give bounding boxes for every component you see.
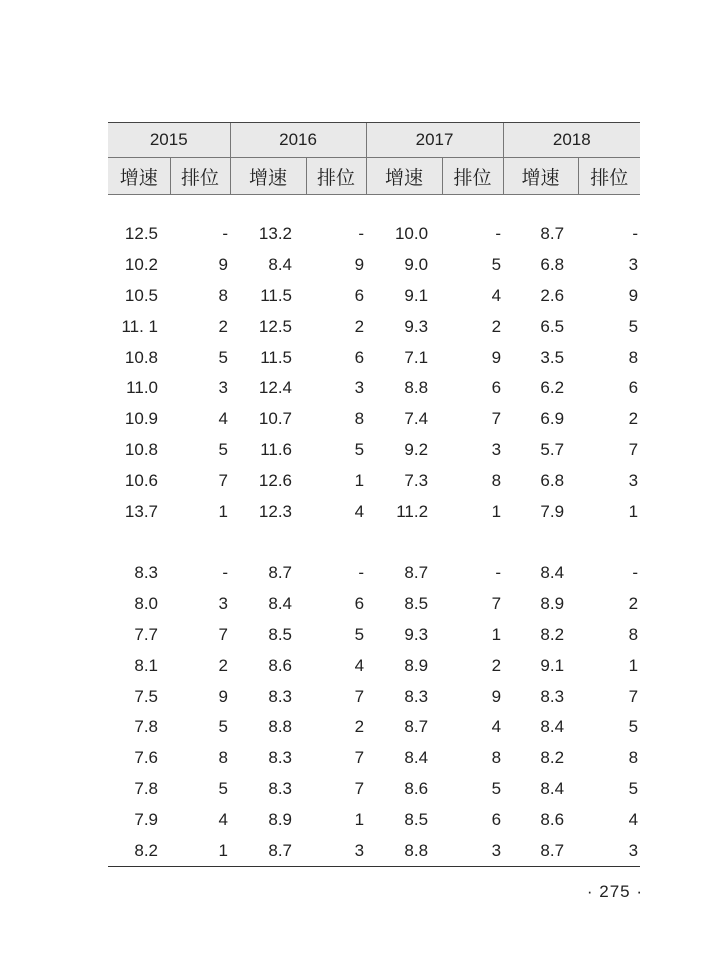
growth-cell: 8.6 <box>404 778 429 798</box>
growth-cell: 8.7 <box>230 835 306 866</box>
rank-cell: 2 <box>354 717 365 737</box>
growth-cell: 6.2 <box>540 378 565 398</box>
rank-cell: 7 <box>628 686 639 706</box>
growth-cell: 8.9 <box>540 594 565 614</box>
rank-cell: 5 <box>218 439 229 459</box>
rank-cell: 5 <box>354 624 365 644</box>
rank-cell: - <box>632 563 639 583</box>
rank-cell: 7 <box>491 409 502 429</box>
data-table <box>108 122 640 867</box>
rank-cell: 5 <box>218 717 229 737</box>
table-row <box>108 589 640 620</box>
rank-cell: 3 <box>442 835 503 866</box>
rank-cell: 1 <box>354 809 365 829</box>
rank-cell: 5 <box>628 316 639 336</box>
rank-cell: 2 <box>628 594 639 614</box>
rank-cell: 5 <box>628 778 639 798</box>
growth-cell: 9.3 <box>404 624 429 644</box>
growth-cell: 11. 1 <box>121 316 158 336</box>
growth-cell: 7.6 <box>134 748 158 768</box>
rank-cell: 1 <box>354 470 365 490</box>
growth-cell: 8.1 <box>134 655 158 675</box>
spacer-cell <box>108 195 640 220</box>
year-header-2018: 2018 <box>503 123 640 158</box>
growth-cell: 8.2 <box>108 835 170 866</box>
growth-cell: 7.4 <box>404 409 429 429</box>
rank-cell: 9 <box>354 255 365 275</box>
rank-header: 排位 <box>442 158 503 195</box>
table-row <box>108 774 640 805</box>
growth-cell: 7.9 <box>540 501 565 521</box>
table-row <box>108 496 640 527</box>
rank-cell: 4 <box>354 501 365 521</box>
growth-cell: 7.3 <box>404 470 429 490</box>
growth-cell: 5.7 <box>540 439 565 459</box>
table-header <box>108 123 640 195</box>
rank-cell: 3 <box>628 255 639 275</box>
year-header-2015: 2015 <box>108 123 230 158</box>
rank-cell: 7 <box>354 778 365 798</box>
growth-cell: 3.5 <box>540 347 565 367</box>
rank-cell: 4 <box>628 809 639 829</box>
rank-cell: 6 <box>354 285 365 305</box>
rank-cell: 3 <box>218 594 229 614</box>
growth-cell: 10.6 <box>124 470 158 490</box>
growth-cell: 6.5 <box>540 316 565 336</box>
growth-cell: 8.4 <box>268 594 293 614</box>
growth-cell: 12.3 <box>258 501 293 521</box>
growth-cell: 7.7 <box>134 624 158 644</box>
growth-cell: 8.8 <box>366 835 442 866</box>
growth-cell: 9.1 <box>540 655 565 675</box>
growth-cell: 12.6 <box>258 470 293 490</box>
table-row <box>108 250 640 281</box>
group-spacer <box>108 527 640 558</box>
table-row <box>108 435 640 466</box>
rank-cell: 6 <box>491 809 502 829</box>
rank-cell: 7 <box>218 470 229 490</box>
rank-cell: 7 <box>491 594 502 614</box>
rank-cell: - <box>222 224 229 244</box>
growth-cell: 8.8 <box>268 717 293 737</box>
rank-cell: 3 <box>306 835 366 866</box>
table-body <box>108 195 640 867</box>
rank-cell: 9 <box>218 686 229 706</box>
growth-cell: 13.2 <box>258 224 293 244</box>
growth-cell: 8.4 <box>540 778 565 798</box>
growth-cell: 10.8 <box>124 347 158 367</box>
rank-cell: 3 <box>491 439 502 459</box>
growth-cell: 8.4 <box>404 748 429 768</box>
growth-cell: 8.3 <box>134 563 158 583</box>
rank-cell: 7 <box>628 439 639 459</box>
table-row <box>108 804 640 835</box>
growth-cell: 8.3 <box>268 778 293 798</box>
growth-cell: 8.7 <box>503 835 578 866</box>
table-row <box>108 311 640 342</box>
rank-cell: 5 <box>628 717 639 737</box>
rank-cell: 2 <box>218 655 229 675</box>
rank-cell: 5 <box>218 347 229 367</box>
year-header-2017: 2017 <box>366 123 503 158</box>
table-row <box>108 219 640 250</box>
rank-cell: 2 <box>354 316 365 336</box>
rank-cell: 3 <box>578 835 640 866</box>
growth-cell: 12.4 <box>258 378 293 398</box>
rank-cell: 9 <box>491 686 502 706</box>
rank-cell: 8 <box>628 347 639 367</box>
growth-header: 增速 <box>108 158 170 195</box>
rank-cell: 8 <box>354 409 365 429</box>
rank-cell: 6 <box>628 378 639 398</box>
table-row <box>108 465 640 496</box>
growth-cell: 6.8 <box>540 255 565 275</box>
table-row <box>108 558 640 589</box>
rank-cell: 6 <box>491 378 502 398</box>
growth-cell: 8.3 <box>540 686 565 706</box>
rank-cell: - <box>358 224 365 244</box>
rank-cell: 5 <box>218 778 229 798</box>
rank-cell: 8 <box>628 624 639 644</box>
rank-cell: 2 <box>491 655 502 675</box>
rank-cell: 7 <box>354 748 365 768</box>
rank-cell: 1 <box>628 501 639 521</box>
rank-cell: 5 <box>491 255 502 275</box>
rank-cell: 8 <box>628 748 639 768</box>
table-row <box>108 373 640 404</box>
growth-cell: 8.0 <box>134 594 158 614</box>
growth-cell: 7.8 <box>134 717 158 737</box>
table-row <box>108 681 640 712</box>
growth-cell: 8.4 <box>540 563 565 583</box>
growth-cell: 8.3 <box>404 686 429 706</box>
growth-cell: 9.3 <box>404 316 429 336</box>
growth-cell: 9.1 <box>404 285 429 305</box>
rank-cell: 8 <box>491 748 502 768</box>
rank-cell: 1 <box>628 655 639 675</box>
growth-cell: 11.0 <box>126 378 158 398</box>
growth-cell: 10.9 <box>124 409 158 429</box>
rank-cell: 6 <box>354 594 365 614</box>
growth-cell: 7.1 <box>404 347 429 367</box>
table-row <box>108 620 640 651</box>
growth-cell: 8.8 <box>404 378 429 398</box>
growth-cell: 8.4 <box>540 717 565 737</box>
growth-cell: 6.9 <box>540 409 565 429</box>
growth-cell: 8.5 <box>268 624 293 644</box>
growth-cell: 7.9 <box>134 809 158 829</box>
rank-cell: 2 <box>218 316 229 336</box>
rank-cell: 9 <box>628 285 639 305</box>
table-row <box>108 743 640 774</box>
page-number: · 275 · <box>586 882 643 901</box>
growth-cell: 8.2 <box>540 624 565 644</box>
rank-cell: 4 <box>354 655 365 675</box>
growth-cell: 8.7 <box>404 717 429 737</box>
sub-header-row <box>108 158 640 195</box>
table-row <box>108 650 640 681</box>
growth-cell: 11.6 <box>260 439 293 459</box>
rank-cell: - <box>222 563 229 583</box>
growth-cell: 11.5 <box>260 285 293 305</box>
growth-cell: 8.7 <box>404 563 429 583</box>
rank-cell: 6 <box>354 347 365 367</box>
growth-cell: 8.9 <box>404 655 429 675</box>
rank-cell: 2 <box>628 409 639 429</box>
growth-cell: 8.5 <box>404 809 429 829</box>
growth-cell: 11.2 <box>396 501 429 521</box>
rank-cell: 4 <box>218 809 229 829</box>
rank-header: 排位 <box>578 158 640 195</box>
growth-header: 增速 <box>230 158 306 195</box>
table-row <box>108 342 640 373</box>
growth-cell: 2.6 <box>540 285 565 305</box>
rank-cell: 5 <box>354 439 365 459</box>
growth-cell: 8.4 <box>268 255 293 275</box>
rank-cell: 4 <box>218 409 229 429</box>
rank-cell: - <box>358 563 365 583</box>
group-spacer <box>108 195 640 220</box>
rank-cell: - <box>495 224 502 244</box>
growth-cell: 13.7 <box>124 501 158 521</box>
rank-cell: 1 <box>491 501 502 521</box>
rank-cell: 3 <box>628 470 639 490</box>
growth-cell: 8.7 <box>540 224 565 244</box>
growth-cell: 8.3 <box>268 748 293 768</box>
growth-cell: 10.0 <box>394 224 429 244</box>
rank-cell: 1 <box>170 835 230 866</box>
growth-cell: 10.8 <box>124 439 158 459</box>
growth-header: 增速 <box>503 158 578 195</box>
growth-cell: 8.5 <box>404 594 429 614</box>
growth-cell: 8.3 <box>268 686 293 706</box>
growth-cell: 10.2 <box>124 255 158 275</box>
table-row <box>108 835 640 866</box>
rank-cell: 7 <box>218 624 229 644</box>
growth-cell: 12.5 <box>258 316 293 336</box>
growth-cell: 10.7 <box>258 409 293 429</box>
rank-cell: 3 <box>354 378 365 398</box>
year-header-row <box>108 123 640 158</box>
rank-cell: 9 <box>491 347 502 367</box>
rank-cell: - <box>495 563 502 583</box>
growth-cell: 7.5 <box>134 686 158 706</box>
rank-cell: 1 <box>491 624 502 644</box>
growth-cell: 12.5 <box>124 224 158 244</box>
growth-cell: 10.5 <box>124 285 158 305</box>
growth-header: 增速 <box>366 158 442 195</box>
rank-cell: - <box>632 224 639 244</box>
rank-cell: 3 <box>218 378 229 398</box>
growth-cell: 9.2 <box>404 439 429 459</box>
growth-cell: 8.6 <box>268 655 293 675</box>
growth-cell: 11.5 <box>260 347 293 367</box>
rank-cell: 9 <box>218 255 229 275</box>
rank-cell: 2 <box>491 316 502 336</box>
rank-cell: 4 <box>491 285 502 305</box>
rank-cell: 8 <box>491 470 502 490</box>
growth-cell: 8.9 <box>268 809 293 829</box>
table-row <box>108 281 640 312</box>
rank-cell: 5 <box>491 778 502 798</box>
rank-header: 排位 <box>306 158 366 195</box>
rank-cell: 7 <box>354 686 365 706</box>
rank-header: 排位 <box>170 158 230 195</box>
rank-cell: 4 <box>491 717 502 737</box>
growth-cell: 9.0 <box>404 255 429 275</box>
table-row <box>108 712 640 743</box>
table-row <box>108 404 640 435</box>
growth-cell: 7.8 <box>134 778 158 798</box>
rank-cell: 8 <box>218 285 229 305</box>
growth-cell: 8.6 <box>540 809 565 829</box>
growth-cell: 8.7 <box>268 563 293 583</box>
rank-cell: 1 <box>218 501 229 521</box>
growth-cell: 6.8 <box>540 470 565 490</box>
growth-cell: 8.2 <box>540 748 565 768</box>
spacer-cell <box>108 527 640 558</box>
rank-cell: 8 <box>218 748 229 768</box>
year-header-2016: 2016 <box>230 123 366 158</box>
